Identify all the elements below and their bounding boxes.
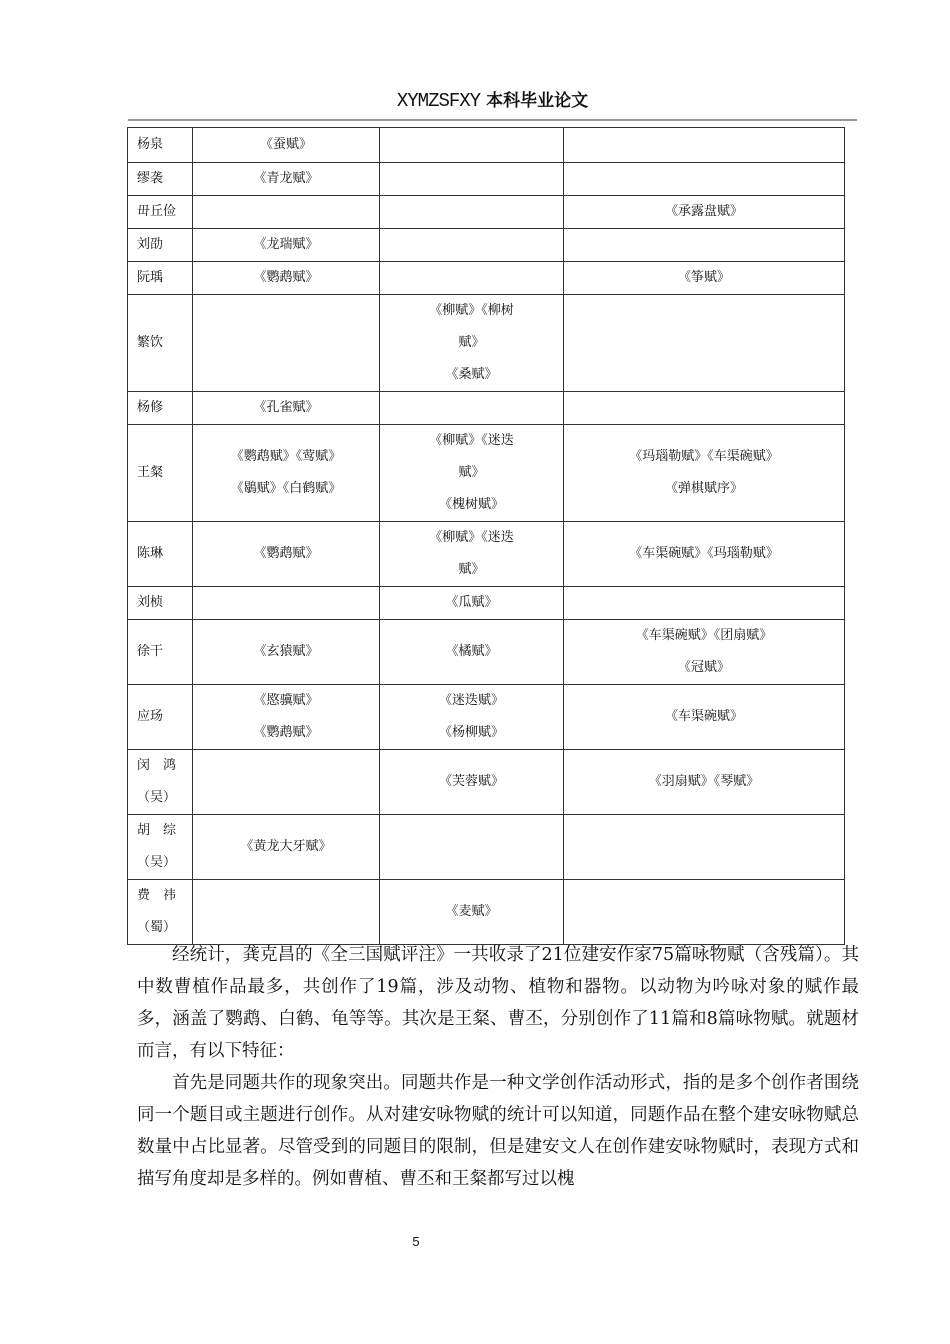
work-title: 《车渠碗赋》《玛瑙勒赋》 bbox=[629, 546, 779, 561]
works-cell bbox=[564, 815, 845, 880]
works-cell bbox=[564, 425, 845, 522]
work-title: 《芙蓉赋》 bbox=[438, 774, 504, 789]
author-cell bbox=[128, 425, 193, 522]
table-row bbox=[128, 163, 845, 196]
paragraph: 首先是同题共作的现象突出。同题共作是一种文学创作活动形式，指的是多个创作者围绕同一个题目或主题进行创作。从对建安咏物赋的统计可以知道，同题作品在整个建安咏物赋总数量中占比显著。尽管受到的同题目的限制，但是建安文人在创作建安咏物赋时，表现方式和描写角度却是多样的。例如曹植、曹丕和王粲都写过以槐 bbox=[137, 1073, 859, 1189]
table-row bbox=[128, 620, 845, 685]
author-name: （吴） bbox=[137, 790, 177, 805]
work-title: 《黄龙大牙赋》 bbox=[240, 839, 332, 854]
work-title: 《愍骥赋》 bbox=[253, 693, 319, 708]
works-cell bbox=[564, 392, 845, 425]
table-row bbox=[128, 587, 845, 620]
works-cell bbox=[380, 425, 564, 522]
work-title: 《鹦鹉赋》《莺赋》 bbox=[230, 449, 342, 464]
works-cell bbox=[380, 163, 564, 196]
work-title: 《弹棋赋序》 bbox=[664, 481, 743, 496]
author-cell bbox=[128, 295, 193, 392]
author-name: 徐干 bbox=[137, 644, 164, 659]
works-cell bbox=[193, 685, 380, 750]
work-title: 《蚕赋》 bbox=[259, 137, 312, 152]
body-text bbox=[137, 939, 859, 1195]
works-cell bbox=[380, 620, 564, 685]
works-cell bbox=[193, 196, 380, 229]
works-cell bbox=[380, 815, 564, 880]
work-title: 《槐树赋》 bbox=[438, 497, 504, 512]
work-title: 《桑赋》 bbox=[445, 367, 498, 382]
page-number: 5 bbox=[412, 1234, 420, 1249]
work-title: 《冠赋》 bbox=[677, 660, 730, 675]
author-name: 缪袭 bbox=[137, 171, 164, 186]
table-row bbox=[128, 229, 845, 262]
table-row bbox=[128, 815, 845, 880]
table-row bbox=[128, 880, 845, 945]
work-title: 《筝赋》 bbox=[677, 270, 730, 285]
works-cell bbox=[380, 128, 564, 163]
author-name: 应玚 bbox=[137, 709, 164, 724]
works-cell bbox=[380, 295, 564, 392]
table-row bbox=[128, 425, 845, 522]
author-cell bbox=[128, 128, 193, 163]
work-title: 《迷迭赋》 bbox=[438, 693, 504, 708]
author-name: （吴） bbox=[137, 855, 177, 870]
works-cell bbox=[380, 196, 564, 229]
works-cell bbox=[380, 587, 564, 620]
works-cell bbox=[193, 620, 380, 685]
works-cell bbox=[564, 880, 845, 945]
author-cell bbox=[128, 685, 193, 750]
author-cell bbox=[128, 880, 193, 945]
author-cell bbox=[128, 163, 193, 196]
author-cell bbox=[128, 522, 193, 587]
author-cell bbox=[128, 815, 193, 880]
work-title: 赋》 bbox=[458, 335, 485, 350]
works-cell bbox=[564, 522, 845, 587]
author-name: 繁饮 bbox=[137, 335, 164, 350]
header-latin: XYMZSFXY bbox=[396, 90, 481, 112]
header-divider bbox=[128, 119, 857, 121]
work-title: 《柳赋》《迷迭 bbox=[429, 530, 514, 545]
work-title: 《青龙赋》 bbox=[253, 171, 319, 186]
works-table bbox=[127, 127, 845, 945]
works-cell bbox=[380, 229, 564, 262]
works-cell bbox=[564, 262, 845, 295]
author-cell bbox=[128, 587, 193, 620]
works-cell bbox=[193, 880, 380, 945]
author-name: （蜀） bbox=[137, 920, 177, 935]
work-title: 《承露盘赋》 bbox=[664, 204, 743, 219]
work-title: 《玛瑙勒赋》《车渠碗赋》 bbox=[629, 449, 779, 464]
work-title: 《瓜赋》 bbox=[445, 595, 498, 610]
author-name: 费 祎 bbox=[137, 888, 177, 903]
work-title: 《羽扇赋》《琴赋》 bbox=[648, 774, 760, 789]
author-cell bbox=[128, 620, 193, 685]
author-name: 陈琳 bbox=[137, 546, 164, 561]
table-row bbox=[128, 685, 845, 750]
work-title: 赋》 bbox=[458, 465, 485, 480]
work-title: 《鹦鹉赋》 bbox=[253, 270, 319, 285]
work-title: 《柳赋》《迷迭 bbox=[429, 433, 514, 448]
works-cell bbox=[193, 229, 380, 262]
header-title: 本科毕业论文 bbox=[486, 91, 589, 111]
author-name: 阮瑀 bbox=[137, 270, 164, 285]
table-row bbox=[128, 522, 845, 587]
works-cell bbox=[193, 163, 380, 196]
table-row bbox=[128, 262, 845, 295]
works-cell bbox=[193, 425, 380, 522]
work-title: 《鹦鹉赋》 bbox=[253, 546, 319, 561]
works-cell bbox=[380, 750, 564, 815]
works-cell bbox=[380, 880, 564, 945]
work-title: 《柳赋》《柳树 bbox=[429, 303, 514, 318]
author-name: 刘桢 bbox=[137, 595, 164, 610]
author-cell bbox=[128, 262, 193, 295]
works-cell bbox=[564, 750, 845, 815]
work-title: 《车渠碗赋》《团扇赋》 bbox=[635, 628, 773, 643]
author-cell bbox=[128, 229, 193, 262]
table-row bbox=[128, 295, 845, 392]
works-cell bbox=[193, 815, 380, 880]
author-name: 杨泉 bbox=[137, 137, 164, 152]
works-cell bbox=[193, 392, 380, 425]
page-header bbox=[128, 86, 857, 112]
table-row bbox=[128, 750, 845, 815]
works-cell bbox=[193, 128, 380, 163]
author-cell bbox=[128, 750, 193, 815]
works-cell bbox=[193, 522, 380, 587]
author-cell bbox=[128, 392, 193, 425]
work-title: 《杨柳赋》 bbox=[438, 725, 504, 740]
work-title: 赋》 bbox=[458, 562, 485, 577]
work-title: 《车渠碗赋》 bbox=[664, 709, 743, 724]
table-row bbox=[128, 196, 845, 229]
work-title: 《鹦鹉赋》 bbox=[253, 725, 319, 740]
work-title: 《玄猿赋》 bbox=[253, 644, 319, 659]
author-name: 闵 鸿 bbox=[137, 758, 177, 773]
author-name: 毌丘俭 bbox=[137, 204, 177, 219]
works-cell bbox=[564, 196, 845, 229]
work-title: 《鶡赋》《白鹤赋》 bbox=[230, 481, 342, 496]
works-cell bbox=[380, 392, 564, 425]
author-name: 杨修 bbox=[137, 400, 164, 415]
works-cell bbox=[564, 587, 845, 620]
table-row bbox=[128, 392, 845, 425]
work-title: 《孔雀赋》 bbox=[253, 400, 319, 415]
works-cell bbox=[380, 685, 564, 750]
author-name: 胡 综 bbox=[137, 823, 177, 838]
works-cell bbox=[193, 295, 380, 392]
works-cell bbox=[380, 262, 564, 295]
works-cell bbox=[564, 685, 845, 750]
works-cell bbox=[564, 128, 845, 163]
author-name: 王粲 bbox=[137, 465, 164, 480]
work-title: 《麦赋》 bbox=[445, 904, 498, 919]
author-name: 刘劭 bbox=[137, 237, 164, 252]
works-cell bbox=[193, 587, 380, 620]
work-title: 《橘赋》 bbox=[445, 644, 498, 659]
works-cell bbox=[564, 295, 845, 392]
works-cell bbox=[193, 262, 380, 295]
paragraph: 经统计，龚克昌的《全三国赋评注》一共收录了21位建安作家75篇咏物赋（含残篇）。其中数曹植作品最多，共创作了19篇，涉及动物、植物和器物。以动物为吟咏对象的赋作最多，涵盖了鹦鹉、白鹤、龟等等。其次是王粲、曹丕，分别创作了11篇和8篇咏物赋。就题材而言，有以下特征： bbox=[137, 945, 859, 1061]
works-cell bbox=[564, 620, 845, 685]
works-cell bbox=[564, 229, 845, 262]
works-cell bbox=[380, 522, 564, 587]
table-row bbox=[128, 128, 845, 163]
work-title: 《龙瑞赋》 bbox=[253, 237, 319, 252]
works-cell bbox=[564, 163, 845, 196]
author-cell bbox=[128, 196, 193, 229]
works-cell bbox=[193, 750, 380, 815]
